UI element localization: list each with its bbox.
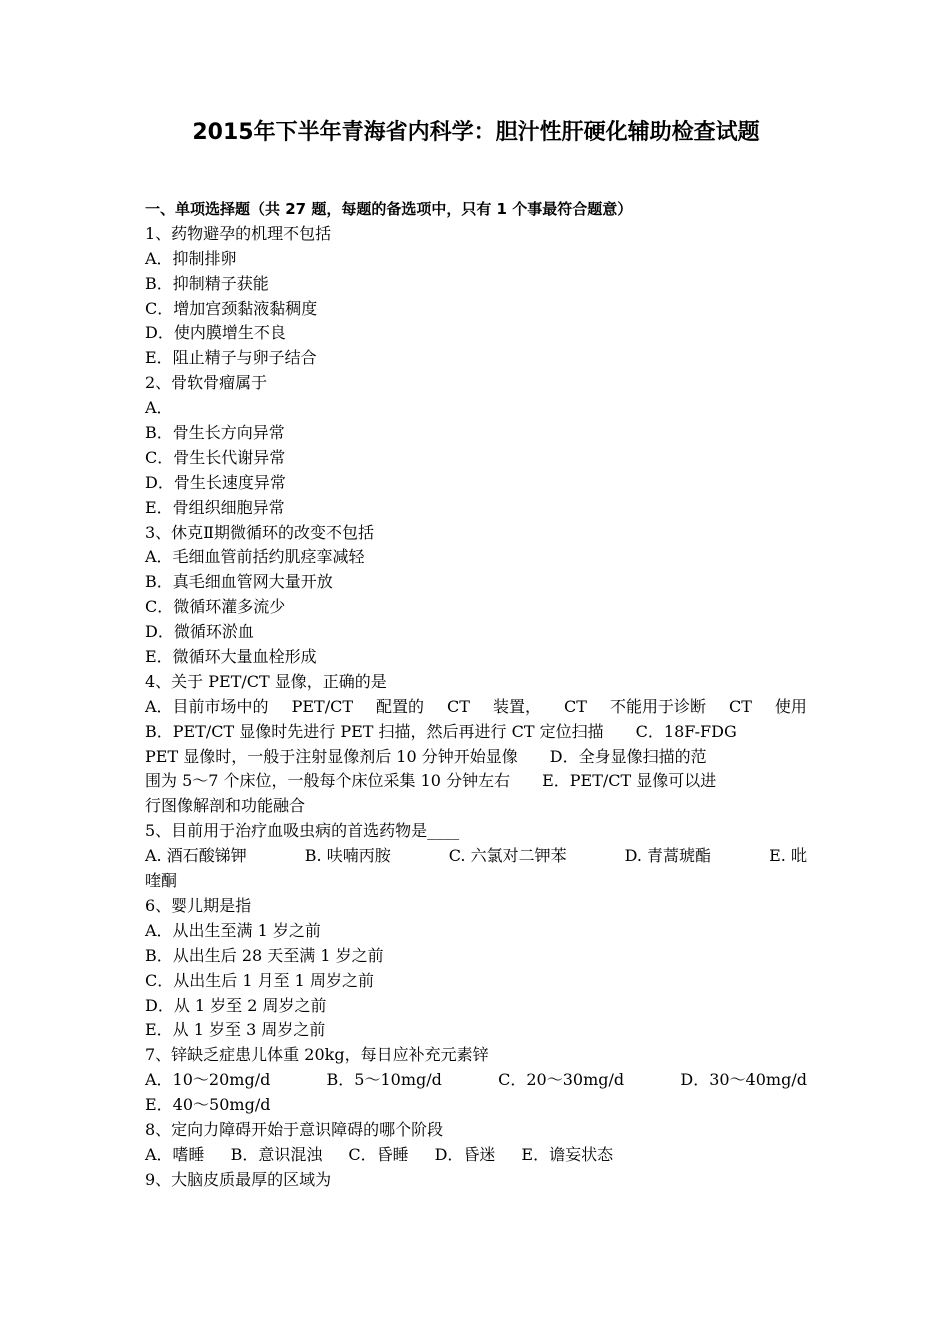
question-8-option-b: B．意识混浊	[230, 1144, 323, 1164]
question-4-line-5: 行图像解剖和功能融合	[145, 796, 306, 816]
question-1-option-e: E．阻止精子与卵子结合	[145, 348, 317, 368]
question-list	[145, 197, 807, 1193]
question-8-option-d: D．昏迷	[434, 1144, 496, 1164]
question-4-line-1	[145, 695, 807, 720]
question-9-stem: 9、大脑皮质最厚的区域为	[145, 1169, 332, 1189]
question-4-line-2: B．PET/CT 显像时先进行 PET 扫描，然后再进行 CT 定位扫描 C．18F-FDG	[145, 721, 737, 741]
question-5-option-c: C. 六氯对二钾苯	[448, 846, 567, 866]
question-5-option-e-continued: 喹酮	[145, 871, 178, 891]
question-2-option-a: A．	[145, 398, 173, 418]
question-5-options	[145, 844, 807, 869]
question-4-stem: 4、关于 PET/CT 显像，正确的是	[145, 671, 387, 691]
question-2-option-b: B．骨生长方向异常	[145, 423, 285, 443]
question-8-option-a: A．嗜睡	[145, 1144, 205, 1164]
q4-word: 装置，	[492, 696, 541, 716]
question-3-option-b: B．真毛细血管网大量开放	[145, 572, 333, 592]
question-5-option-d: D. 青蒿琥酯	[624, 846, 712, 866]
question-1-option-a: A．抑制排卵	[145, 248, 237, 268]
question-8-option-c: C．昏睡	[348, 1144, 409, 1164]
question-4-line-3: PET 显像时，一般于注射显像剂后 10 分钟开始显像 D．全身显像扫描的范	[145, 746, 707, 766]
question-2-option-e: E．骨组织细胞异常	[145, 497, 285, 517]
question-5-option-e: E. 吡	[769, 846, 807, 866]
q4-word: CT	[564, 696, 587, 716]
question-1-option-b: B．抑制精子获能	[145, 273, 269, 293]
question-3-option-a: A．毛细血管前括约肌痉挛减轻	[145, 547, 365, 567]
question-7-option-e: E．40～50mg/d	[145, 1095, 271, 1115]
question-8-stem: 8、定向力障碍开始于意识障碍的哪个阶段	[145, 1119, 444, 1139]
question-6-option-d: D．从 1 岁至 2 周岁之前	[145, 995, 327, 1015]
q4-word: CT	[447, 696, 470, 716]
question-5-option-b: B. 呋喃丙胺	[304, 846, 391, 866]
question-6-option-e: E．从 1 岁至 3 周岁之前	[145, 1020, 326, 1040]
question-3-option-c: C．微循环灌多流少	[145, 597, 286, 617]
question-1-option-c: C．增加宫颈黏液黏稠度	[145, 298, 318, 318]
question-7-option-d: D．30～40mg/d	[680, 1070, 807, 1090]
q4-word: 不能用于诊断	[609, 696, 706, 716]
question-7-options	[145, 1068, 807, 1093]
q4-word: 配置的	[376, 696, 425, 716]
question-6-option-c: C．从出生后 1 月至 1 周岁之前	[145, 970, 374, 990]
question-7-stem: 7、锌缺乏症患儿体重 20kg，每日应补充元素锌	[145, 1045, 489, 1065]
q4-word: 使用	[774, 696, 807, 716]
question-2-option-c: C．骨生长代谢异常	[145, 447, 286, 467]
document-title: 2015年下半年青海省内科学：胆汁性肝硬化辅助检查试题	[192, 120, 760, 145]
question-3-stem: 3、休克Ⅱ期微循环的改变不包括	[145, 522, 375, 542]
q4-word: CT	[728, 696, 752, 716]
question-7-option-c: C．20～30mg/d	[498, 1070, 625, 1090]
question-1-option-d: D．使内膜增生不良	[145, 323, 286, 343]
question-3-option-e: E．微循环大量血栓形成	[145, 647, 317, 667]
section-header: 一、单项选择题（共 27 题，每题的备选项中，只有 1 个事最符合题意）	[145, 200, 633, 218]
question-7-option-a: A．10～20mg/d	[145, 1070, 271, 1090]
question-7-option-b: B．5～10mg/d	[326, 1070, 442, 1090]
question-6-option-b: B．从出生后 28 天至满 1 岁之前	[145, 945, 384, 965]
question-2-option-d: D．骨生长速度异常	[145, 472, 286, 492]
question-8-option-e: E．谵妄状态	[521, 1144, 614, 1164]
question-6-stem: 6、婴儿期是指	[145, 895, 252, 915]
q4-word: PET/CT	[291, 696, 353, 716]
question-6-option-a: A．从出生至满 1 岁之前	[145, 920, 321, 940]
question-2-stem: 2、骨软骨瘤属于	[145, 373, 268, 393]
question-5-option-a: A. 酒石酸锑钾	[145, 846, 247, 866]
question-5-stem: 5、目前用于治疗血吸虫病的首选药物是____	[145, 821, 460, 841]
q4-word: A．目前市场中的	[145, 696, 269, 716]
question-3-option-d: D．微循环淤血	[145, 622, 254, 642]
question-4-line-4: 围为 5～7 个床位，一般每个床位采集 10 分钟左右 E．PET/CT 显像可以进	[145, 771, 717, 791]
question-1-stem: 1、药物避孕的机理不包括	[145, 223, 332, 243]
question-8-options	[145, 1143, 807, 1168]
